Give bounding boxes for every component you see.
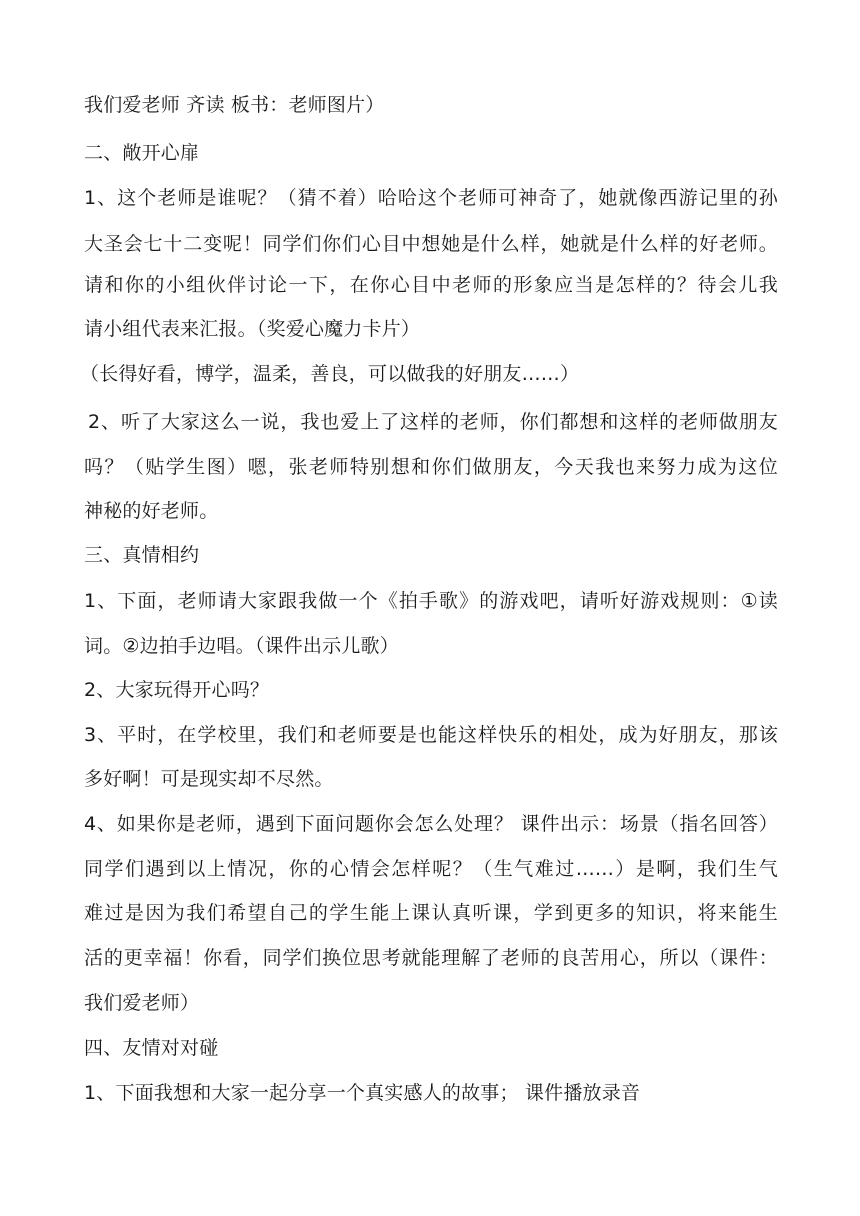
section-heading: 三、真情相约	[84, 544, 200, 566]
section-heading: 四、友情对对碰	[84, 1037, 219, 1059]
section-heading: 二、敞开心扉	[84, 142, 200, 164]
text-line: 1、这个老师是谁呢？（猜不着）哈哈这个老师可神奇了，她就像西游记里的孙	[84, 187, 778, 209]
text-line: 4、如果你是老师，遇到下面问题你会怎么处理？ 课件出示：场景（指名回答）	[84, 813, 778, 835]
text-line: 词。②边拍手边唱。（课件出示儿歌）	[84, 635, 399, 657]
text-line: 吗？（贴学生图）嗯，张老师特别想和你们做朋友，今天我也来努力成为这位	[84, 456, 778, 478]
text-line: 我们爱老师 齐读 板书：老师图片）	[84, 94, 385, 116]
text-line: 我们爱老师）	[84, 992, 200, 1014]
text-line: 2、听了大家这么一说，我也爱上了这样的老师，你们都想和这样的老师做朋友	[88, 411, 778, 433]
text-line: 请小组代表来汇报。（奖爱心魔力卡片）	[84, 318, 421, 340]
text-line: 大圣会七十二变呢！同学们你们心目中想她是什么样，她就是什么样的好老师。	[84, 233, 778, 255]
text-line: 1、下面，老师请大家跟我做一个《拍手歌》的游戏吧，请听好游戏规则：①读	[84, 590, 778, 612]
text-line: 2、大家玩得开心吗？	[84, 679, 270, 701]
text-line: 难过是因为我们希望自己的学生能上课认真听课，学到更多的知识，将来能生	[84, 902, 778, 924]
text-line: 活的更幸福！你看，同学们换位思考就能理解了老师的良苦用心，所以（课件：	[84, 947, 778, 969]
text-line: 1、下面我想和大家一起分享一个真实感人的故事； 课件播放录音	[84, 1082, 641, 1104]
text-line: 多好啊！可是现实却不尽然。	[84, 768, 334, 790]
text-line: （长得好看，博学，温柔，善良，可以做我的好朋友……）	[80, 363, 580, 385]
text-line: 神秘的好老师。	[84, 500, 219, 522]
text-line: 同学们遇到以上情况，你的心情会怎样呢？（生气难过……）是啊，我们生气	[84, 858, 778, 880]
text-line: 3、平时，在学校里，我们和老师要是也能这样快乐的相处，成为好朋友，那该	[84, 724, 778, 746]
text-line: 请和你的小组伙伴讨论一下，在你心目中老师的形象应当是怎样的？待会儿我	[84, 274, 778, 296]
